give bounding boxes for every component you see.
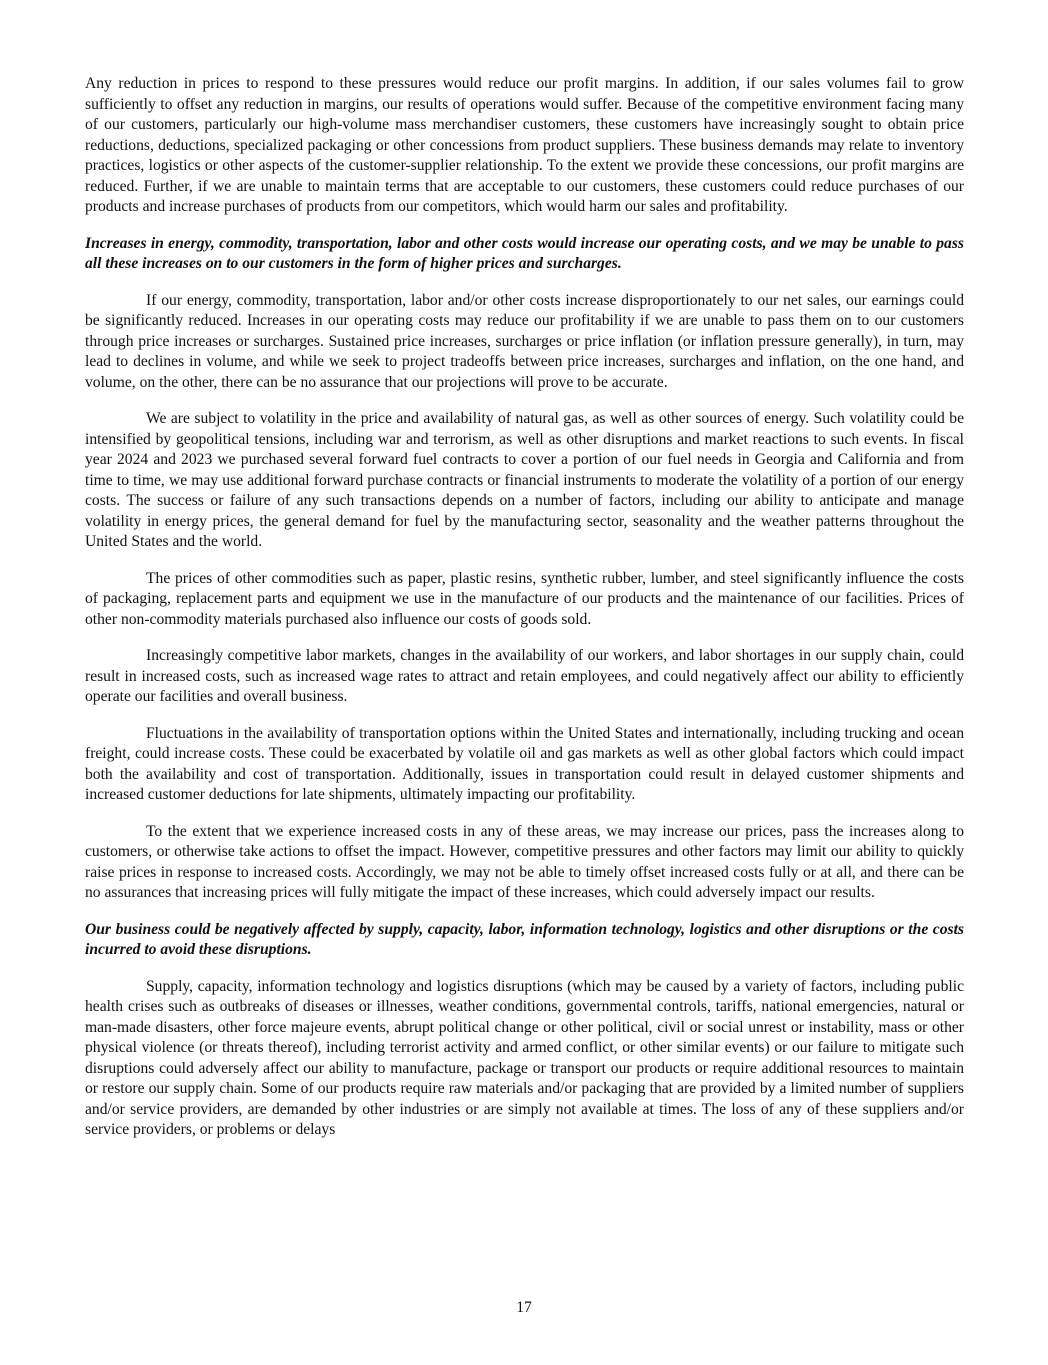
- section-heading-costs: Increases in energy, commodity, transportation, labor and other costs would increase our operating costs, and we may be unable to pass all these increases on to our customers in the form of higher prices and surcharges.: [85, 234, 964, 272]
- paragraph-energy-volatility: We are subject to volatility in the price and availability of natural gas, as well as other sources of energy. Such volatility could be intensified by geopolitical tensions, including war and terrorism, as well as other disruptions and market reactions to such events. In fiscal year 2024 and 2023 we purchased several forward fuel contracts to cover a portion of our fuel needs in Georgia and California and from time to time, we may use additional forward purchase contracts or financial instruments to moderate the volatility of a portion of our energy costs. The success or failure of any such transactions depends on a number of factors, including our ability to anticipate and manage volatility in energy prices, the general demand for fuel by the manufacturing sector, seasonality and the weather patterns throughout the United States and the world.: [85, 410, 964, 550]
- paragraph-offset-costs: To the extent that we experience increased costs in any of these areas, we may increase our prices, pass the increases along to customers, or otherwise take actions to offset the impact. However, competitive pressures and other factors may limit our ability to quickly raise prices in response to increased costs. Accordingly, we may not be able to timely offset increased costs fully or at all, and there can be no assurances that increasing prices will fully mitigate the impact of these increases, which could adversely impact our results.: [85, 822, 964, 901]
- paragraph-commodity-prices: The prices of other commodities such as paper, plastic resins, synthetic rubber, lumber, and steel significantly influence the costs of packaging, replacement parts and equipment we use in the manufacture of our products and the maintenance of our facilities. Prices of other non-commodity materials purchased also influence our costs of goods sold.: [85, 569, 964, 628]
- paragraph-supply-disruptions: Supply, capacity, information technology and logistics disruptions (which may be caused by a variety of factors, including public health crises such as outbreaks of diseases or illnesses, weather conditions, governmental controls, tariffs, national emergencies, natural or man-made disasters, other force majeure events, abrupt political change or other political, civil or social unrest or instability, mass or other physical violence (or threats thereof), including terrorist activity and armed conflict, or other similar events) or our failure to mitigate such disruptions could adversely affect our ability to manufacture, package or transport our products or require additional resources to maintain or restore our supply chain. Some of our products require raw materials and/or packaging that are provided by a limited number of suppliers and/or service providers, are demanded by other industries or are simply not available at times. The loss of any of these suppliers and/or service providers, or problems or delays: [85, 977, 964, 1138]
- section-heading-disruptions: Our business could be negatively affected by supply, capacity, labor, information technology, logistics and other disruptions or the costs incurred to avoid these disruptions.: [85, 920, 964, 958]
- paragraph-cost-increases: If our energy, commodity, transportation, labor and/or other costs increase disproportionately to our net sales, our earnings could be significantly reduced. Increases in our operating costs may reduce our profitability if we are unable to pass them on to our customers through price increases or surcharges. Sustained price increases, surcharges or price inflation (or inflation pressure generally), in turn, may lead to declines in volume, and while we seek to project tradeoffs between price increases, surcharges and inflation, on the one hand, and volume, on the other, there can be no assurance that our projections will prove to be accurate.: [85, 291, 964, 391]
- paragraph-labor-markets: Increasingly competitive labor markets, changes in the availability of our workers, and labor shortages in our supply chain, could result in increased costs, such as increased wage rates to attract and retain employees, and could negatively affect our ability to efficiently operate our facilities and overall business.: [85, 647, 964, 705]
- document-body: [85, 74, 964, 1157]
- page-number: 17: [516, 1299, 532, 1316]
- paragraph-transportation: Fluctuations in the availability of transportation options within the United States and internationally, including trucking and ocean freight, could increase costs. These could be exacerbated by volatile oil and gas markets as well as other global factors which could impact both the availability and cost of transportation. Additionally, issues in transportation could result in delayed customer shipments and increased customer deductions for late shipments, ultimately impacting our profitability.: [85, 724, 964, 803]
- paragraph-price-pressures: Any reduction in prices to respond to these pressures would reduce our profit margins. In addition, if our sales volumes fail to grow sufficiently to offset any reduction in margins, our results of operations would suffer. Because of the competitive environment facing many of our customers, particularly our high-volume mass merchandiser customers, these customers have increasingly sought to obtain price reductions, deductions, specialized packaging or other concessions from product suppliers. These business demands may relate to inventory practices, logistics or other aspects of the customer-supplier relationship. To the extent we provide these concessions, our profit margins are reduced. Further, if we are unable to maintain terms that are acceptable to our customers, these customers could reduce purchases of our products and increase purchases of products from our competitors, which would harm our sales and profitability.: [85, 75, 964, 215]
